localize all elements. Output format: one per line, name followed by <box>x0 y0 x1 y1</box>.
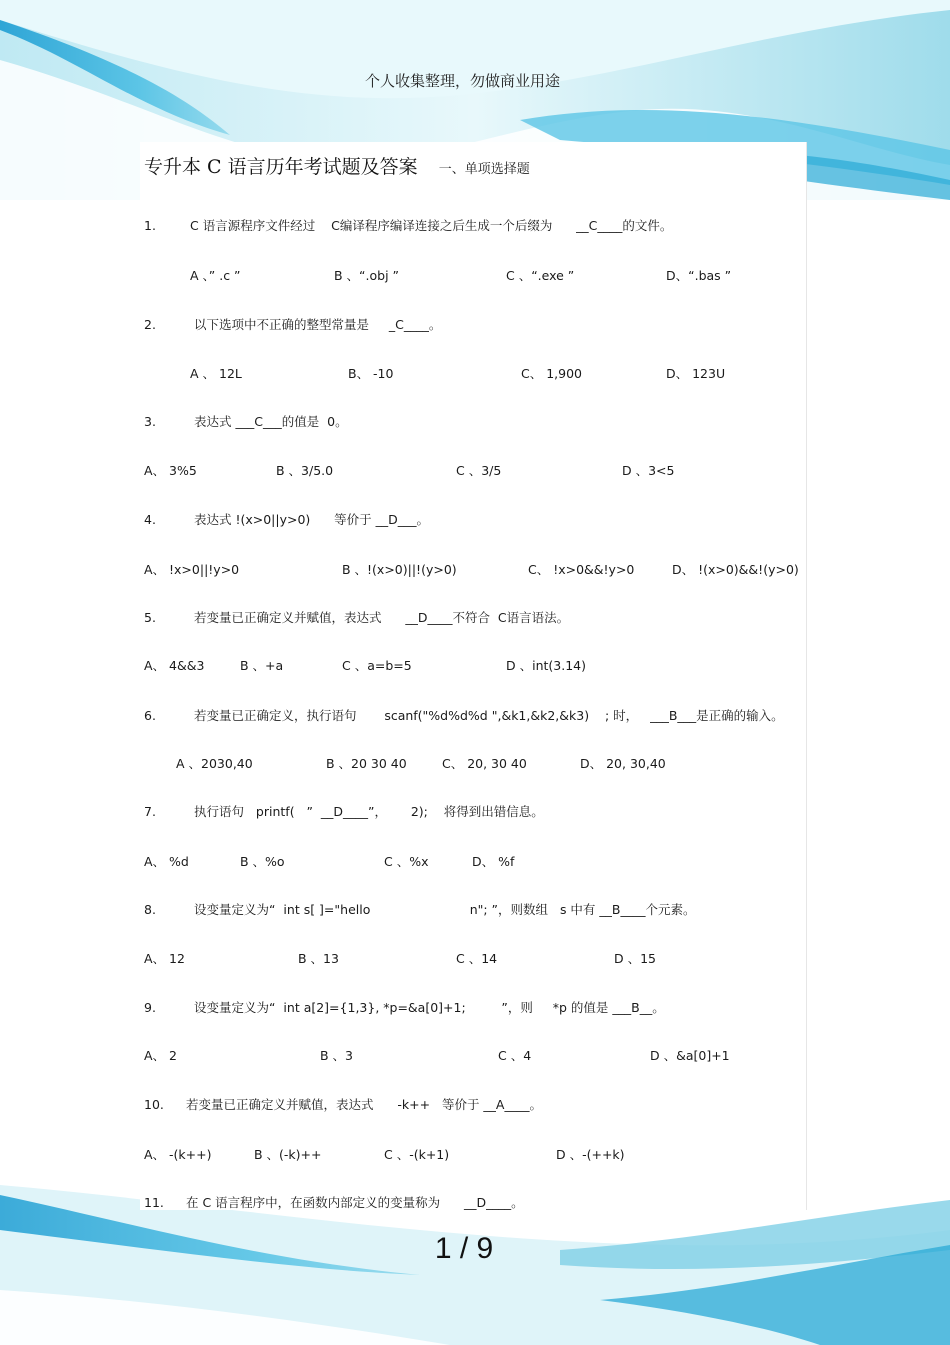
title-line <box>144 152 530 179</box>
question-number: 3. <box>144 414 156 429</box>
option-c: C 、“.exe ” <box>506 268 575 283</box>
section-heading: 一、单项选择题 <box>438 162 530 177</box>
option-b: B 、20 30 40 <box>326 756 407 771</box>
option-b: B 、3/5.0 <box>276 463 334 478</box>
question-number: 1. <box>144 218 156 233</box>
option-d: D 、-(++k) <box>556 1147 625 1162</box>
header-disclaimer: 个人收集整理，勿做商业用途 <box>364 72 560 90</box>
option-c: C、 !x>0&&!y>0 <box>528 562 635 577</box>
question-text: 表达式 ___C___的值是 0。 <box>194 414 348 429</box>
question-text: 设变量定义为“ int a[2]={1,3}, *p=&a[0]+1; ”，则 *p 的值是 ___B__。 <box>194 1000 665 1015</box>
option-d: D 、15 <box>614 951 657 966</box>
question-text: 以下选项中不正确的整型常量是 _C____。 <box>194 317 442 332</box>
option-c: C 、4 <box>498 1048 532 1063</box>
option-d: D 、int(3.14) <box>506 658 586 673</box>
question-number: 4. <box>144 512 156 527</box>
document-title: 专升本 C 语言历年考试题及答案 <box>144 156 418 178</box>
question-number: 8. <box>144 902 156 917</box>
question-number: 2. <box>144 317 156 332</box>
option-b: B 、!(x>0)||!(y>0) <box>342 562 457 577</box>
question-number: 10. <box>144 1097 164 1112</box>
option-c: C 、14 <box>456 951 498 966</box>
question-number: 6. <box>144 708 156 723</box>
question-text: 设变量定义为“ int s[ ]="hello n"; ”，则数组 s 中有 __B____个元素。 <box>194 902 696 917</box>
option-d: D、 !(x>0)&&!(y>0) <box>672 562 799 577</box>
option-a: A、 3%5 <box>144 463 197 478</box>
option-a: A、 %d <box>144 854 189 869</box>
option-b: B 、%o <box>240 854 285 869</box>
option-a: A、 2 <box>144 1048 177 1063</box>
question-text: 表达式 !(x>0||y>0) 等价于 __D___。 <box>194 512 429 527</box>
question-text: C 语言源程序文件经过 C编译程序编译连接之后生成一个后缀为 __C____的文件。 <box>190 218 673 233</box>
option-a: A 、” .c ” <box>190 268 241 283</box>
option-b: B 、3 <box>320 1048 354 1063</box>
option-d: D 、3<5 <box>622 463 675 478</box>
option-c: C 、-(k+1) <box>384 1147 450 1162</box>
option-b: B 、“.obj ” <box>334 268 400 283</box>
option-c: C 、%x <box>384 854 429 869</box>
question-number: 5. <box>144 610 156 625</box>
option-d: D、 123U <box>666 366 726 381</box>
question-text: 若变量已正确定义，执行语句 scanf("%d%d%d ",&k1,&k2,&k3) ; 时， ___B___是正确的输入。 <box>194 708 784 723</box>
option-a: A、 !x>0||!y>0 <box>144 562 240 577</box>
question-text: 若变量已正确定义并赋值，表达式 __D____不符合 C语言语法。 <box>194 610 570 625</box>
option-d: D 、&a[0]+1 <box>650 1048 730 1063</box>
option-c: C、 1,900 <box>521 366 582 381</box>
option-d: D、“.bas ” <box>666 268 732 283</box>
option-b: B 、+a <box>240 658 284 673</box>
question-number: 7. <box>144 804 156 819</box>
question-number: 11. <box>144 1195 164 1210</box>
option-d: D、 20, 30,40 <box>580 756 666 771</box>
option-a: A 、 12L <box>190 366 242 381</box>
question-number: 9. <box>144 1000 156 1015</box>
option-b: B 、13 <box>298 951 339 966</box>
option-a: A、 12 <box>144 951 185 966</box>
option-a: A 、2030,40 <box>176 756 253 771</box>
option-d: D、 %f <box>472 854 515 869</box>
option-c: C、 20, 30 40 <box>442 756 527 771</box>
option-b: B、 -10 <box>348 366 394 381</box>
option-a: A、 4&&3 <box>144 658 205 673</box>
option-a: A、 -(k++) <box>144 1147 212 1162</box>
page-number: 1 / 9 <box>434 1232 494 1265</box>
question-text: 在 C 语言程序中，在函数内部定义的变量称为 __D____。 <box>186 1195 524 1210</box>
document-page <box>140 142 807 1210</box>
option-b: B 、(-k)++ <box>254 1147 322 1162</box>
question-text: 执行语句 printf( ” __D____”， 2); 将得到出错信息。 <box>194 804 544 819</box>
question-text: 若变量已正确定义并赋值，表达式 -k++ 等价于 __A____。 <box>186 1097 542 1112</box>
option-c: C 、3/5 <box>456 463 502 478</box>
option-c: C 、a=b=5 <box>342 658 412 673</box>
